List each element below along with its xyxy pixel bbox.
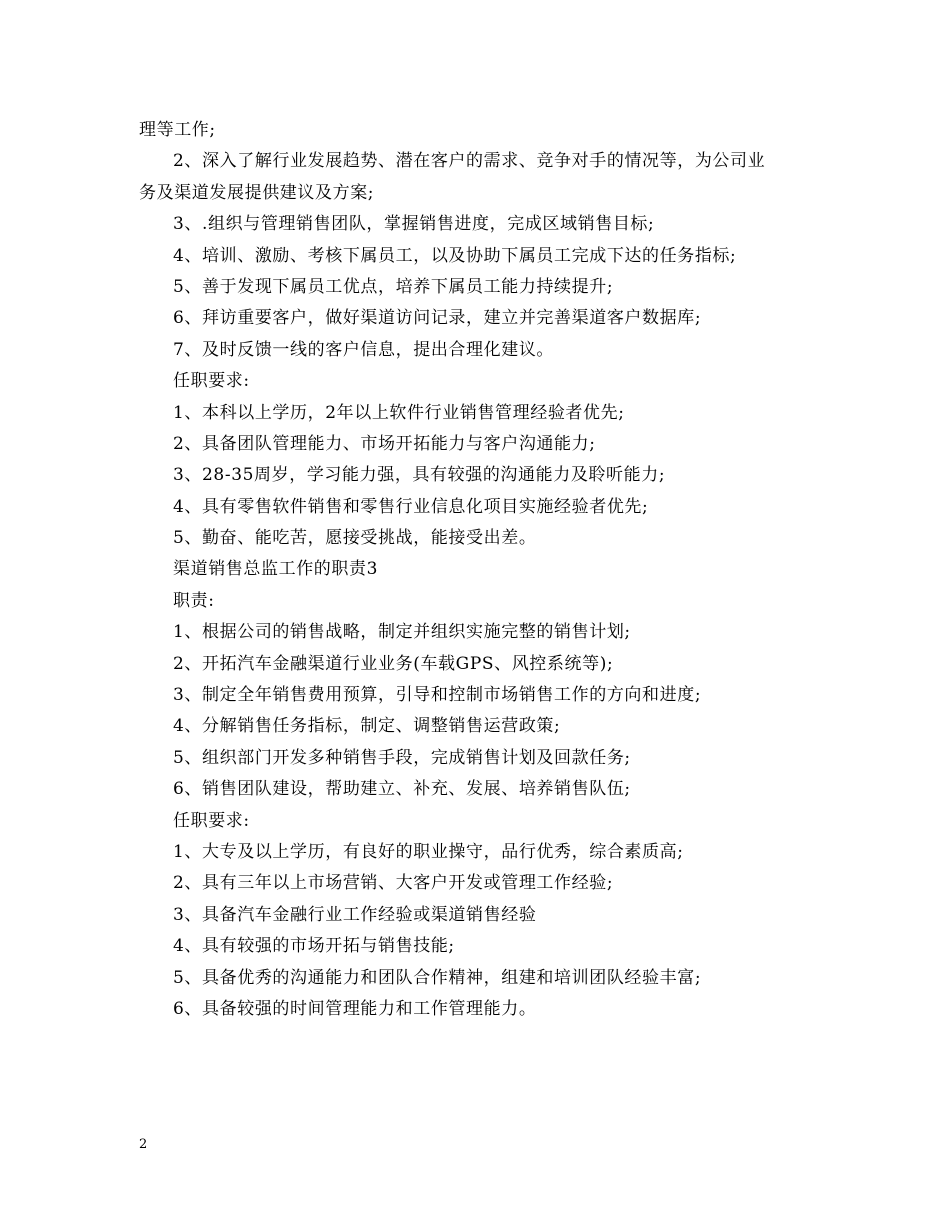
text-line: 渠道销售总监工作的职责3	[173, 559, 379, 580]
text-line: 5、善于发现下属员工优点，培养下属员工能力持续提升;	[173, 276, 614, 297]
text-line: 2、深入了解行业发展趋势、潜在客户的需求、竞争对手的情况等，为公司业	[173, 151, 766, 172]
text-line: 6、拜访重要客户，做好渠道访问记录，建立并完善渠道客户数据库;	[173, 308, 702, 329]
page-number: 2	[139, 1137, 148, 1152]
text-line: 务及渠道发展提供建议及方案;	[139, 182, 375, 203]
text-line: 理等工作;	[139, 120, 216, 140]
text-line: 7、及时反馈一线的客户信息，提出合理化建议。	[173, 339, 555, 360]
text-line: 3、具备汽车金融行业工作经验或渠道销售经验	[173, 904, 537, 925]
text-line: 职责:	[173, 590, 215, 611]
text-line: 任职要求:	[173, 371, 250, 392]
text-line: 5、组织部门开发多种销售手段，完成销售计划及回款任务;	[173, 747, 631, 768]
text-line: 4、分解销售任务指标，制定、调整销售运营政策;	[173, 716, 561, 737]
text-line: 2、开拓汽车金融渠道行业业务(车载GPS、风控系统等);	[173, 653, 614, 674]
text-line: 4、具有零售软件销售和零售行业信息化项目实施经验者优先;	[173, 496, 649, 517]
text-line: 3、28-35周岁，学习能力强，具有较强的沟通能力及聆听能力;	[173, 465, 666, 486]
text-line: 4、具有较强的市场开拓与销售技能;	[173, 936, 455, 957]
text-line: 2、具有三年以上市场营销、大客户开发或管理工作经验;	[173, 873, 614, 894]
text-line: 1、本科以上学历，2年以上软件行业销售管理经验者优先;	[173, 402, 625, 423]
text-line: 6、具备较强的时间管理能力和工作管理能力。	[173, 998, 537, 1019]
text-line: 2、具备团队管理能力、市场开拓能力与客户沟通能力;	[173, 433, 596, 454]
document-body	[139, 115, 819, 1025]
text-line: 3、制定全年销售费用预算，引导和控制市场销售工作的方向和进度;	[173, 685, 702, 706]
text-line: 4、培训、激励、考核下属员工，以及协助下属员工完成下达的任务指标;	[173, 245, 737, 266]
text-line: 1、大专及以上学历，有良好的职业操守，品行优秀，综合素质高;	[173, 841, 684, 862]
text-line: 1、根据公司的销售战略，制定并组织实施完整的销售计划;	[173, 622, 631, 643]
text-line: 6、销售团队建设，帮助建立、补充、发展、培养销售队伍;	[173, 779, 631, 800]
text-line: 5、具备优秀的沟通能力和团队合作精神，组建和培训团队经验丰富;	[173, 967, 702, 988]
text-line: 任职要求:	[173, 810, 250, 831]
text-line: 5、勤奋、能吃苦，愿接受挑战，能接受出差。	[173, 528, 537, 549]
text-line: 3、.组织与管理销售团队，掌握销售进度，完成区域销售目标;	[173, 214, 655, 235]
